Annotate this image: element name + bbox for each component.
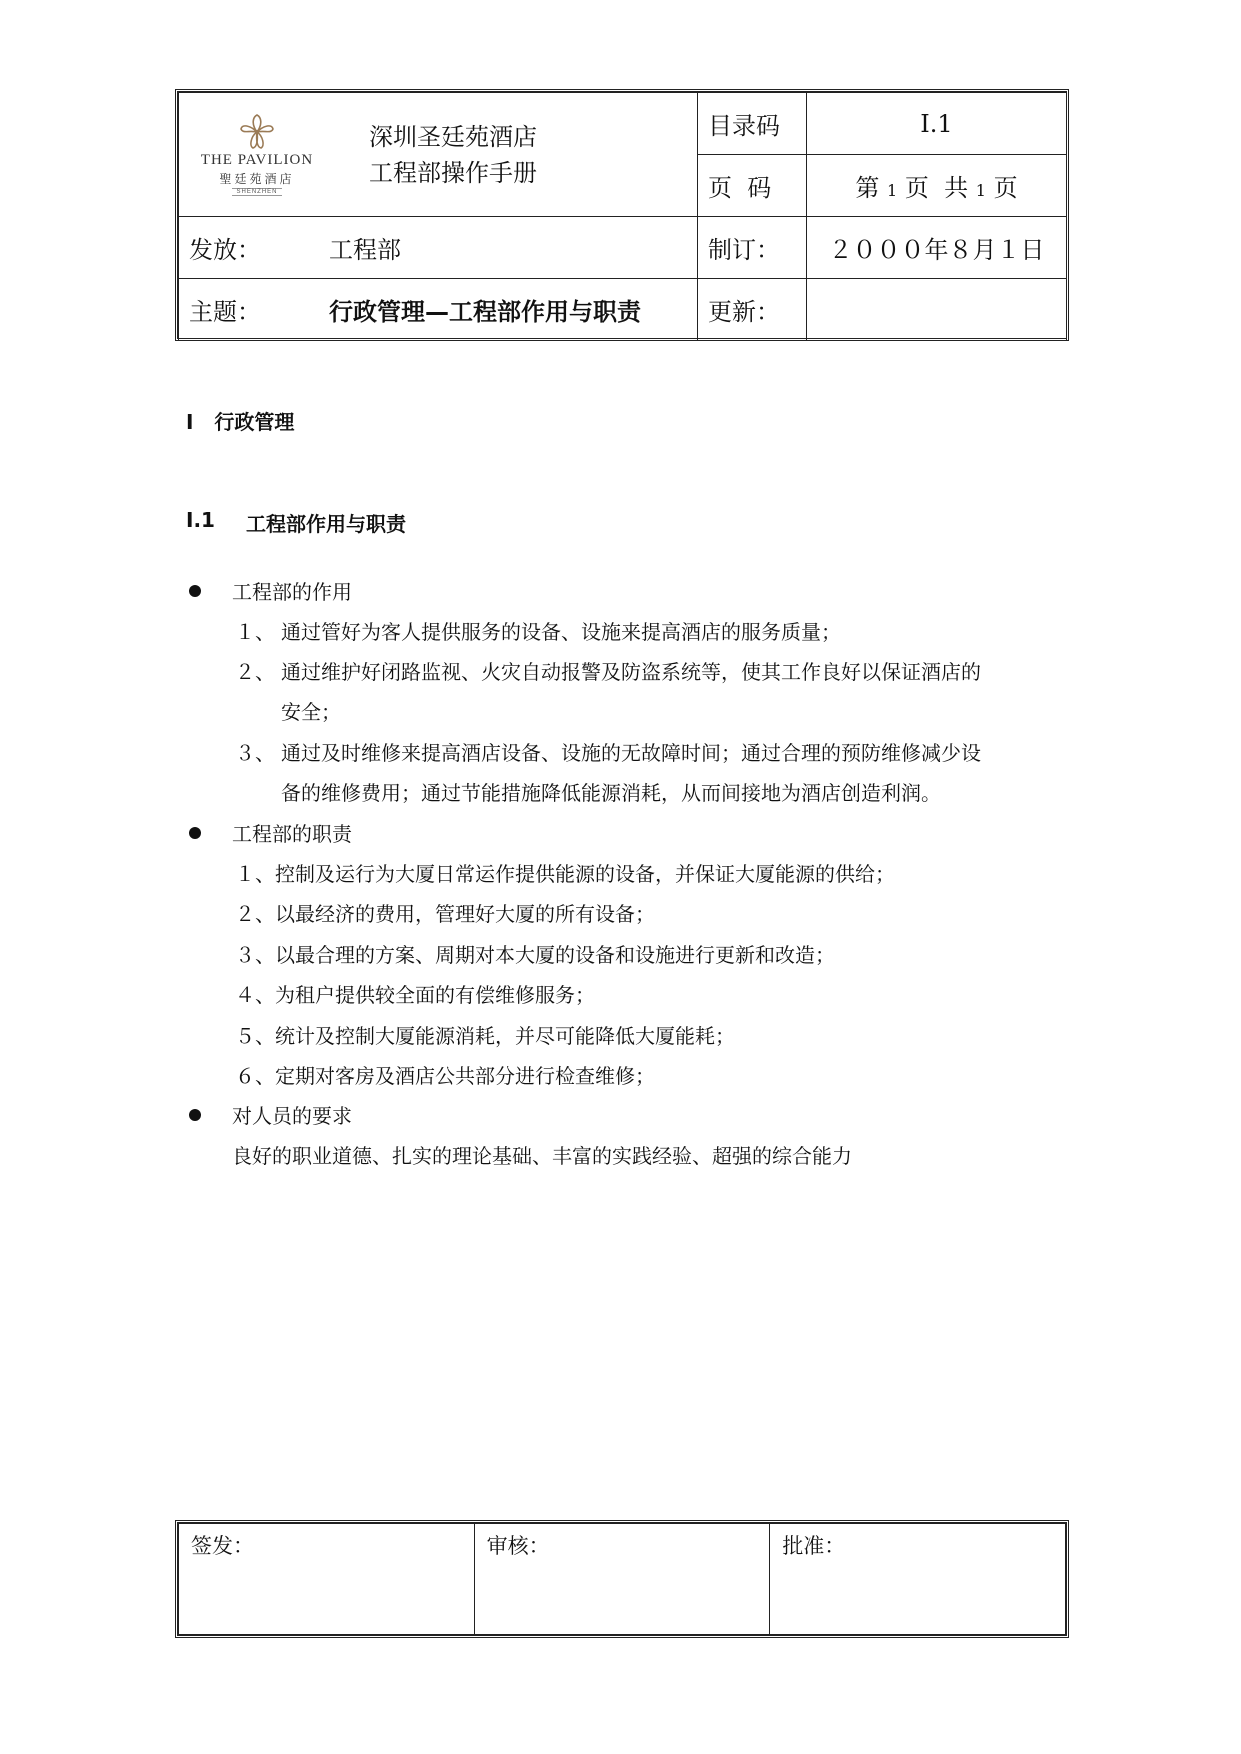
hotel-name: 深圳圣廷苑酒店 [369,122,537,151]
update-value [807,279,1067,341]
sign-label: 签发： [191,1534,254,1558]
bullet-icon [189,1109,201,1121]
duty-item: ４、为租户提供较全面的有偿维修服务； [235,983,595,1007]
page-value-suffix: 页 [993,174,1018,202]
subsection-title: 工程部作用与职责 [246,512,406,536]
bullet-icon [189,585,201,597]
duty-item: ６、定期对客房及酒店公共部分进行检查维修； [235,1064,655,1088]
catalog-value: I.1 [807,93,1067,155]
duty-item: ５、统计及控制大厦能源消耗，并尽可能降低大厦能耗； [235,1024,735,1048]
bullet-icon [189,827,201,839]
update-label: 更新： [698,279,807,341]
role-item-number: ２、 [235,660,275,684]
requirements-text: 良好的职业道德、扎实的理论基础、丰富的实践经验、超强的综合能力 [232,1144,852,1168]
catalog-label: 目录码 [698,93,807,155]
role-item-number: １、 [235,620,275,644]
role-item-text: 通过管好为客人提供服务的设备、设施来提高酒店的服务质量； [281,620,841,644]
page-total: 1 [975,181,986,200]
page-value-middle: 页 共 [904,174,969,202]
revise-label: 制订： [698,217,807,279]
approval-table [175,1520,1069,1638]
role-item-text: 通过维护好闭路监视、火灾自动报警及防盗系统等，使其工作良好以保证酒店的 [281,660,981,684]
bullet-title-requirements: 对人员的要求 [232,1104,352,1128]
logo-chinese-text: 聖廷苑酒店 [219,171,295,186]
page-current: 1 [887,181,898,200]
logo-english-text: THE PAVILION [200,151,314,168]
page-value [807,155,1067,217]
manual-name: 工程部操作手册 [369,158,537,187]
role-item-text-continued: 备的维修费用；通过节能措施降低能源消耗，从而间接地为酒店创造利润。 [281,781,941,805]
logo-city-text: SHENZHEN [232,188,281,196]
subject-value: 行政管理—工程部作用与职责 [329,298,641,326]
role-item-number: ３、 [235,741,275,765]
approve-label: 批准： [782,1534,846,1558]
role-item-text: 通过及时维修来提高酒店设备、设施的无故障时间；通过合理的预防维修减少设 [281,741,981,765]
section-heading: I 行政管理 [186,410,295,434]
hotel-logo [187,114,327,196]
review-label: 审核： [486,1534,550,1558]
issue-value: 工程部 [329,236,401,264]
subject-row [179,279,698,341]
logo-title-cell [179,93,698,217]
review-cell [474,1524,770,1635]
revise-value: ２０００年８月１日 [807,217,1067,279]
header-table [175,89,1069,341]
bullet-title-duties: 工程部的职责 [232,822,352,846]
page-value-prefix: 第 [855,174,880,202]
approve-cell [770,1524,1066,1635]
subsection-number: I.1 [186,508,215,532]
duty-item: ２、以最经济的费用，管理好大厦的所有设备； [235,902,655,926]
issue-row [179,217,698,279]
sign-cell [179,1524,475,1635]
role-item-text-continued: 安全； [281,700,341,724]
subject-label: 主题： [189,298,261,326]
duty-item: ３、以最合理的方案、周期对本大厦的设备和设施进行更新和改造； [235,943,835,967]
bullet-title-role: 工程部的作用 [232,580,352,604]
issue-label: 发放： [189,236,261,264]
duty-item: １、控制及运行为大厦日常运作提供能源的设备，并保证大厦能源的供给； [235,862,895,886]
page-label: 页 码 [698,155,807,217]
flower-icon [237,114,277,150]
